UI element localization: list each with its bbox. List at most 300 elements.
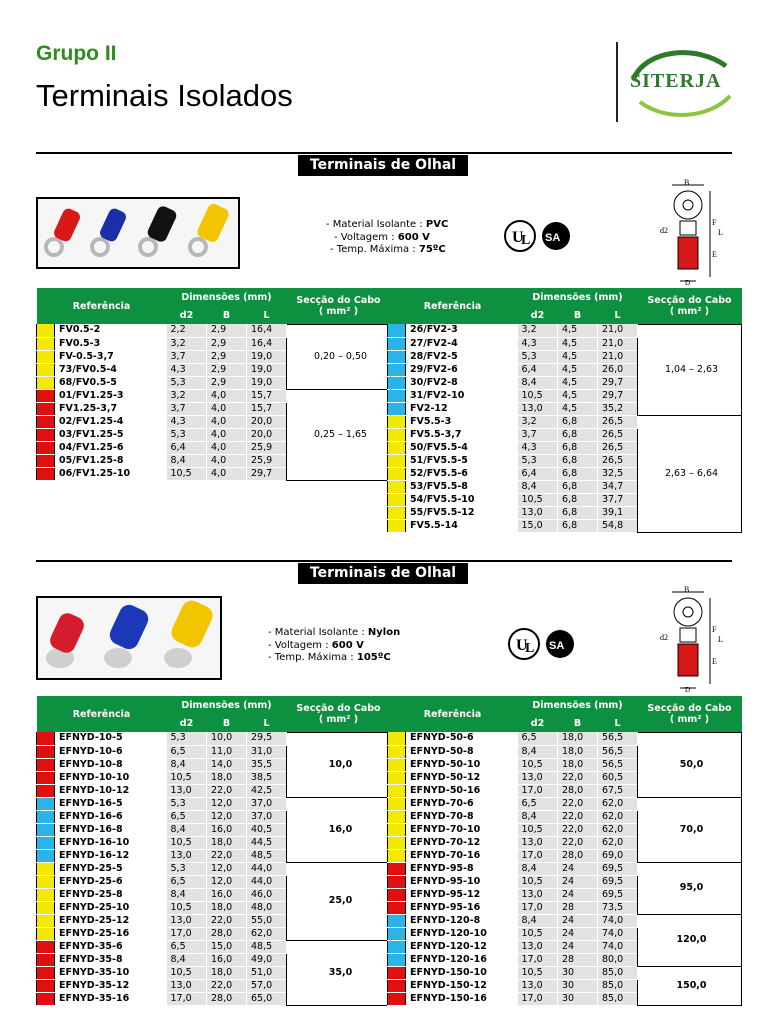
color-swatch <box>388 849 406 862</box>
d2-cell: 10,5 <box>167 771 207 784</box>
b-cell: 28 <box>558 901 598 914</box>
section-2-rule <box>36 560 732 562</box>
color-swatch <box>388 363 406 376</box>
cable-section-cell: 2,63 – 6,64 <box>638 415 742 532</box>
d2-cell: 6,5 <box>167 875 207 888</box>
l-cell: 29,7 <box>247 467 287 480</box>
reference-cell: EFNYD-25-10 <box>55 901 167 914</box>
d2-cell: 6,5 <box>167 810 207 823</box>
table-row <box>37 940 391 953</box>
b-cell: 28,0 <box>207 992 247 1005</box>
l-cell: 19,0 <box>247 350 287 363</box>
header-seccao <box>638 288 742 324</box>
d2-cell: 10,5 <box>167 467 207 480</box>
l-cell: 15,7 <box>247 402 287 415</box>
cable-section-cell: 0,25 – 1,65 <box>287 389 391 480</box>
d2-cell: 6,5 <box>518 797 558 810</box>
d2-cell: 8,4 <box>167 953 207 966</box>
reference-cell: 53/FV5.5-8 <box>406 480 518 493</box>
b-cell: 22,0 <box>207 979 247 992</box>
d2-cell: 10,5 <box>518 493 558 506</box>
d2-cell: 13,0 <box>167 914 207 927</box>
d2-cell: 10,5 <box>167 966 207 979</box>
b-cell: 6,8 <box>558 493 598 506</box>
l-cell: 62,0 <box>598 823 638 836</box>
color-swatch <box>388 745 406 758</box>
reference-cell: EFNYD-10-5 <box>55 732 167 745</box>
color-swatch <box>388 519 406 532</box>
header-b: B <box>207 714 247 732</box>
d2-cell: 17,0 <box>518 901 558 914</box>
header-seccao <box>287 696 391 732</box>
d2-cell: 2,2 <box>167 324 207 337</box>
b-cell: 12,0 <box>207 862 247 875</box>
reference-cell: 52/FV5.5-6 <box>406 467 518 480</box>
reference-cell: EFNYD-50-10 <box>406 758 518 771</box>
reference-cell: 54/FV5.5-10 <box>406 493 518 506</box>
l-cell: 26,5 <box>598 454 638 467</box>
svg-text:L: L <box>525 641 535 656</box>
d2-cell: 8,4 <box>518 914 558 927</box>
b-cell: 6,8 <box>558 467 598 480</box>
spec-table <box>36 696 391 1006</box>
reference-cell: 55/FV5.5-12 <box>406 506 518 519</box>
reference-cell: FV0.5-2 <box>55 324 167 337</box>
b-cell: 18,0 <box>207 966 247 979</box>
pvc-terminals-photo <box>36 197 240 269</box>
d2-cell: 8,4 <box>167 454 207 467</box>
reference-cell: EFNYD-120-16 <box>406 953 518 966</box>
reference-cell: EFNYD-70-16 <box>406 849 518 862</box>
svg-text:B: B <box>684 178 690 187</box>
l-cell: 37,7 <box>598 493 638 506</box>
reference-cell: EFNYD-10-10 <box>55 771 167 784</box>
reference-cell: 51/FV5.5-5 <box>406 454 518 467</box>
l-cell: 69,0 <box>598 849 638 862</box>
l-cell: 38,5 <box>247 771 287 784</box>
d2-cell: 10,5 <box>518 927 558 940</box>
l-cell: 26,0 <box>598 363 638 376</box>
color-swatch <box>388 467 406 480</box>
d2-cell: 5,3 <box>167 732 207 745</box>
d2-cell: 8,4 <box>518 376 558 389</box>
d2-cell: 8,4 <box>167 758 207 771</box>
reference-cell: FV5.5-3,7 <box>406 428 518 441</box>
d2-cell: 8,4 <box>518 862 558 875</box>
b-cell: 24 <box>558 875 598 888</box>
d2-cell: 10,5 <box>518 823 558 836</box>
header-referencia: Referência <box>388 288 518 324</box>
color-swatch <box>388 324 406 337</box>
ul-csa-certification-icon <box>506 624 584 664</box>
d2-cell: 6,5 <box>518 732 558 745</box>
nylon-terminals-photo <box>36 596 222 680</box>
reference-cell: FV1.25-3,7 <box>55 402 167 415</box>
reference-cell: 02/FV1.25-4 <box>55 415 167 428</box>
b-cell: 30 <box>558 979 598 992</box>
b-cell: 16,0 <box>207 823 247 836</box>
reference-cell: EFNYD-35-6 <box>55 940 167 953</box>
section-1-table-right <box>387 288 742 533</box>
header-l: L <box>247 306 287 324</box>
d2-cell: 10,5 <box>518 966 558 979</box>
b-cell: 4,5 <box>558 376 598 389</box>
reference-cell: EFNYD-25-8 <box>55 888 167 901</box>
b-cell: 28,0 <box>558 849 598 862</box>
reference-cell: EFNYD-16-12 <box>55 849 167 862</box>
l-cell: 51,0 <box>247 966 287 979</box>
reference-cell: EFNYD-25-6 <box>55 875 167 888</box>
b-cell: 4,0 <box>207 441 247 454</box>
table-row <box>37 324 391 337</box>
color-swatch <box>37 797 55 810</box>
header-seccao-unit: ( mm² ) <box>318 305 359 317</box>
reference-cell: EFNYD-16-5 <box>55 797 167 810</box>
svg-text:U: U <box>512 229 524 246</box>
header-seccao-unit: ( mm² ) <box>669 713 710 725</box>
color-swatch <box>37 927 55 940</box>
l-cell: 74,0 <box>598 927 638 940</box>
color-swatch <box>37 389 55 402</box>
header-b: B <box>558 714 598 732</box>
header-seccao <box>638 696 742 732</box>
l-cell: 26,5 <box>598 415 638 428</box>
d2-cell: 5,3 <box>167 862 207 875</box>
table-row <box>388 797 742 810</box>
l-cell: 35,2 <box>598 402 638 415</box>
b-cell: 24 <box>558 888 598 901</box>
d2-cell: 3,2 <box>167 389 207 402</box>
b-cell: 4,0 <box>207 467 247 480</box>
header-d2: d2 <box>167 306 207 324</box>
header-seccao-unit: ( mm² ) <box>318 713 359 725</box>
spec-table <box>387 288 742 533</box>
l-cell: 25,9 <box>247 441 287 454</box>
l-cell: 44,0 <box>247 875 287 888</box>
reference-cell: EFNYD-70-6 <box>406 797 518 810</box>
header-l: L <box>247 714 287 732</box>
color-swatch <box>37 810 55 823</box>
color-swatch <box>37 350 55 363</box>
reference-cell: EFNYD-16-6 <box>55 810 167 823</box>
l-cell: 54,8 <box>598 519 638 532</box>
reference-cell: EFNYD-35-16 <box>55 992 167 1005</box>
cable-section-cell: 95,0 <box>638 862 742 914</box>
l-cell: 85,0 <box>598 992 638 1005</box>
b-cell: 18,0 <box>558 732 598 745</box>
b-cell: 28,0 <box>558 784 598 797</box>
color-swatch <box>388 940 406 953</box>
color-swatch <box>388 350 406 363</box>
d2-cell: 5,3 <box>167 376 207 389</box>
svg-text:d2: d2 <box>660 633 668 642</box>
d2-cell: 4,3 <box>518 441 558 454</box>
reference-cell: EFNYD-150-16 <box>406 992 518 1005</box>
d2-cell: 4,3 <box>167 363 207 376</box>
color-swatch <box>37 966 55 979</box>
l-cell: 26,5 <box>598 428 638 441</box>
l-cell: 20,0 <box>247 415 287 428</box>
reference-cell: EFNYD-70-8 <box>406 810 518 823</box>
reference-cell: EFNYD-16-8 <box>55 823 167 836</box>
d2-cell: 13,0 <box>518 888 558 901</box>
l-cell: 37,0 <box>247 810 287 823</box>
d2-cell: 6,4 <box>167 441 207 454</box>
d2-cell: 6,4 <box>518 467 558 480</box>
b-cell: 30 <box>558 992 598 1005</box>
svg-text:L: L <box>718 635 723 644</box>
b-cell: 2,9 <box>207 363 247 376</box>
reference-cell: EFNYD-120-8 <box>406 914 518 927</box>
color-swatch <box>37 862 55 875</box>
l-cell: 48,5 <box>247 940 287 953</box>
l-cell: 44,0 <box>247 862 287 875</box>
reference-cell: EFNYD-50-6 <box>406 732 518 745</box>
table-row <box>388 914 742 927</box>
table-row <box>388 415 742 428</box>
reference-cell: 28/FV2-5 <box>406 350 518 363</box>
l-cell: 69,5 <box>598 862 638 875</box>
l-cell: 37,0 <box>247 797 287 810</box>
color-swatch <box>388 771 406 784</box>
d2-cell: 5,3 <box>167 428 207 441</box>
color-swatch <box>37 467 55 480</box>
d2-cell: 13,0 <box>518 402 558 415</box>
d2-cell: 17,0 <box>518 992 558 1005</box>
color-swatch <box>388 914 406 927</box>
table-row <box>388 732 742 745</box>
color-swatch <box>37 836 55 849</box>
b-cell: 6,8 <box>558 480 598 493</box>
color-swatch <box>388 797 406 810</box>
color-swatch <box>388 415 406 428</box>
b-cell: 6,8 <box>558 428 598 441</box>
color-swatch <box>388 493 406 506</box>
reference-cell: EFNYD-10-12 <box>55 784 167 797</box>
table-row <box>37 797 391 810</box>
reference-cell: EFNYD-95-16 <box>406 901 518 914</box>
b-cell: 2,9 <box>207 324 247 337</box>
table-row <box>37 389 391 402</box>
reference-cell: EFNYD-10-8 <box>55 758 167 771</box>
b-cell: 28 <box>558 953 598 966</box>
section-2-specs: - Material Isolante : Nylon - Voltagem : 600 V - Temp. Máxima : 105ºC <box>268 627 401 663</box>
color-swatch <box>388 927 406 940</box>
color-swatch <box>37 784 55 797</box>
d2-cell: 17,0 <box>518 849 558 862</box>
b-cell: 22,0 <box>207 849 247 862</box>
color-swatch <box>388 953 406 966</box>
reference-cell: EFNYD-95-12 <box>406 888 518 901</box>
color-swatch <box>37 771 55 784</box>
siterja-logo <box>604 40 736 124</box>
b-cell: 4,0 <box>207 389 247 402</box>
header-referencia: Referência <box>37 696 167 732</box>
b-cell: 18,0 <box>207 836 247 849</box>
l-cell: 73,5 <box>598 901 638 914</box>
d2-cell: 5,3 <box>518 454 558 467</box>
reference-cell: 50/FV5.5-4 <box>406 441 518 454</box>
l-cell: 56,5 <box>598 732 638 745</box>
color-swatch <box>388 441 406 454</box>
header-dimensoes: Dimensões (mm) <box>167 288 287 306</box>
l-cell: 56,5 <box>598 745 638 758</box>
b-cell: 6,8 <box>558 415 598 428</box>
color-swatch <box>37 376 55 389</box>
b-cell: 24 <box>558 914 598 927</box>
cable-section-cell: 120,0 <box>638 914 742 966</box>
color-swatch <box>37 992 55 1005</box>
reference-cell: EFNYD-95-8 <box>406 862 518 875</box>
color-swatch <box>37 849 55 862</box>
reference-cell: EFNYD-50-8 <box>406 745 518 758</box>
d2-cell: 4,3 <box>167 415 207 428</box>
color-swatch <box>37 454 55 467</box>
header-l: L <box>598 306 638 324</box>
b-cell: 6,8 <box>558 441 598 454</box>
reference-cell: EFNYD-150-10 <box>406 966 518 979</box>
header-d2: d2 <box>518 714 558 732</box>
color-swatch <box>37 441 55 454</box>
l-cell: 69,5 <box>598 888 638 901</box>
color-swatch <box>37 337 55 350</box>
d2-cell: 10,5 <box>167 836 207 849</box>
l-cell: 16,4 <box>247 337 287 350</box>
color-swatch <box>388 376 406 389</box>
d2-cell: 6,4 <box>518 363 558 376</box>
reference-cell: FV5.5-14 <box>406 519 518 532</box>
color-swatch <box>388 506 406 519</box>
reference-cell: FV5.5-3 <box>406 415 518 428</box>
reference-cell: EFNYD-35-12 <box>55 979 167 992</box>
l-cell: 74,0 <box>598 940 638 953</box>
reference-cell: 06/FV1.25-10 <box>55 467 167 480</box>
d2-cell: 17,0 <box>167 927 207 940</box>
d2-cell: 8,4 <box>167 823 207 836</box>
svg-text:D: D <box>685 686 691 694</box>
reference-cell: FV0.5-3 <box>55 337 167 350</box>
reference-cell: EFNYD-150-12 <box>406 979 518 992</box>
color-swatch <box>37 888 55 901</box>
b-cell: 15,0 <box>207 940 247 953</box>
b-cell: 10,0 <box>207 732 247 745</box>
b-cell: 22,0 <box>207 914 247 927</box>
header-seccao-unit: ( mm² ) <box>669 305 710 317</box>
color-swatch <box>388 428 406 441</box>
b-cell: 2,9 <box>207 337 247 350</box>
b-cell: 22,0 <box>558 836 598 849</box>
b-cell: 22,0 <box>558 823 598 836</box>
d2-cell: 13,0 <box>167 784 207 797</box>
reference-cell: EFNYD-25-16 <box>55 927 167 940</box>
l-cell: 20,0 <box>247 428 287 441</box>
d2-cell: 5,3 <box>167 797 207 810</box>
d2-cell: 17,0 <box>167 992 207 1005</box>
cable-section-cell: 150,0 <box>638 966 742 1005</box>
group-label: Grupo II <box>36 42 117 65</box>
terminal-dimension-diagram-icon <box>652 584 732 694</box>
d2-cell: 6,5 <box>167 745 207 758</box>
color-swatch <box>388 901 406 914</box>
b-cell: 12,0 <box>207 810 247 823</box>
b-cell: 16,0 <box>207 953 247 966</box>
cable-section-cell: 16,0 <box>287 797 391 862</box>
terminal-dimension-diagram-icon <box>652 177 732 287</box>
b-cell: 4,0 <box>207 415 247 428</box>
d2-cell: 3,7 <box>167 402 207 415</box>
reference-cell: 27/FV2-4 <box>406 337 518 350</box>
b-cell: 18,0 <box>558 758 598 771</box>
l-cell: 31,0 <box>247 745 287 758</box>
color-swatch <box>37 402 55 415</box>
l-cell: 62,0 <box>598 836 638 849</box>
d2-cell: 17,0 <box>518 784 558 797</box>
l-cell: 32,5 <box>598 467 638 480</box>
table-row <box>388 324 742 337</box>
reference-cell: EFNYD-25-5 <box>55 862 167 875</box>
reference-cell: EFNYD-50-12 <box>406 771 518 784</box>
reference-cell: 29/FV2-6 <box>406 363 518 376</box>
cable-section-cell: 50,0 <box>638 732 742 797</box>
l-cell: 35,5 <box>247 758 287 771</box>
color-swatch <box>37 758 55 771</box>
spec-table <box>387 696 742 1006</box>
l-cell: 62,0 <box>598 797 638 810</box>
d2-cell: 3,2 <box>518 324 558 337</box>
section-1-title: Terminais de Olhal <box>298 155 468 176</box>
b-cell: 22,0 <box>558 771 598 784</box>
reference-cell: 31/FV2-10 <box>406 389 518 402</box>
color-swatch <box>37 732 55 745</box>
b-cell: 24 <box>558 940 598 953</box>
l-cell: 21,0 <box>598 337 638 350</box>
l-cell: 21,0 <box>598 324 638 337</box>
header-d2: d2 <box>167 714 207 732</box>
header-seccao <box>287 288 391 324</box>
color-swatch <box>37 953 55 966</box>
l-cell: 62,0 <box>598 810 638 823</box>
b-cell: 22,0 <box>558 797 598 810</box>
d2-cell: 13,0 <box>518 771 558 784</box>
svg-text:E: E <box>712 250 717 259</box>
color-swatch <box>388 337 406 350</box>
b-cell: 4,5 <box>558 389 598 402</box>
d2-cell: 8,4 <box>518 810 558 823</box>
b-cell: 24 <box>558 862 598 875</box>
section-1-rule <box>36 152 732 154</box>
d2-cell: 17,0 <box>518 953 558 966</box>
l-cell: 48,5 <box>247 849 287 862</box>
section-2-table-right <box>387 696 742 1006</box>
color-swatch <box>37 875 55 888</box>
color-swatch <box>37 901 55 914</box>
l-cell: 21,0 <box>598 350 638 363</box>
color-swatch <box>388 402 406 415</box>
reference-cell: 01/FV1.25-3 <box>55 389 167 402</box>
header-dimensoes: Dimensões (mm) <box>518 696 638 714</box>
section-2-title: Terminais de Olhal <box>298 563 468 584</box>
b-cell: 12,0 <box>207 875 247 888</box>
reference-cell: EFNYD-120-10 <box>406 927 518 940</box>
reference-cell: EFNYD-95-10 <box>406 875 518 888</box>
header-l: L <box>598 714 638 732</box>
l-cell: 25,9 <box>247 454 287 467</box>
d2-cell: 8,4 <box>518 480 558 493</box>
l-cell: 29,7 <box>598 376 638 389</box>
d2-cell: 8,4 <box>167 888 207 901</box>
cable-section-cell: 1,04 – 2,63 <box>638 324 742 415</box>
l-cell: 44,5 <box>247 836 287 849</box>
